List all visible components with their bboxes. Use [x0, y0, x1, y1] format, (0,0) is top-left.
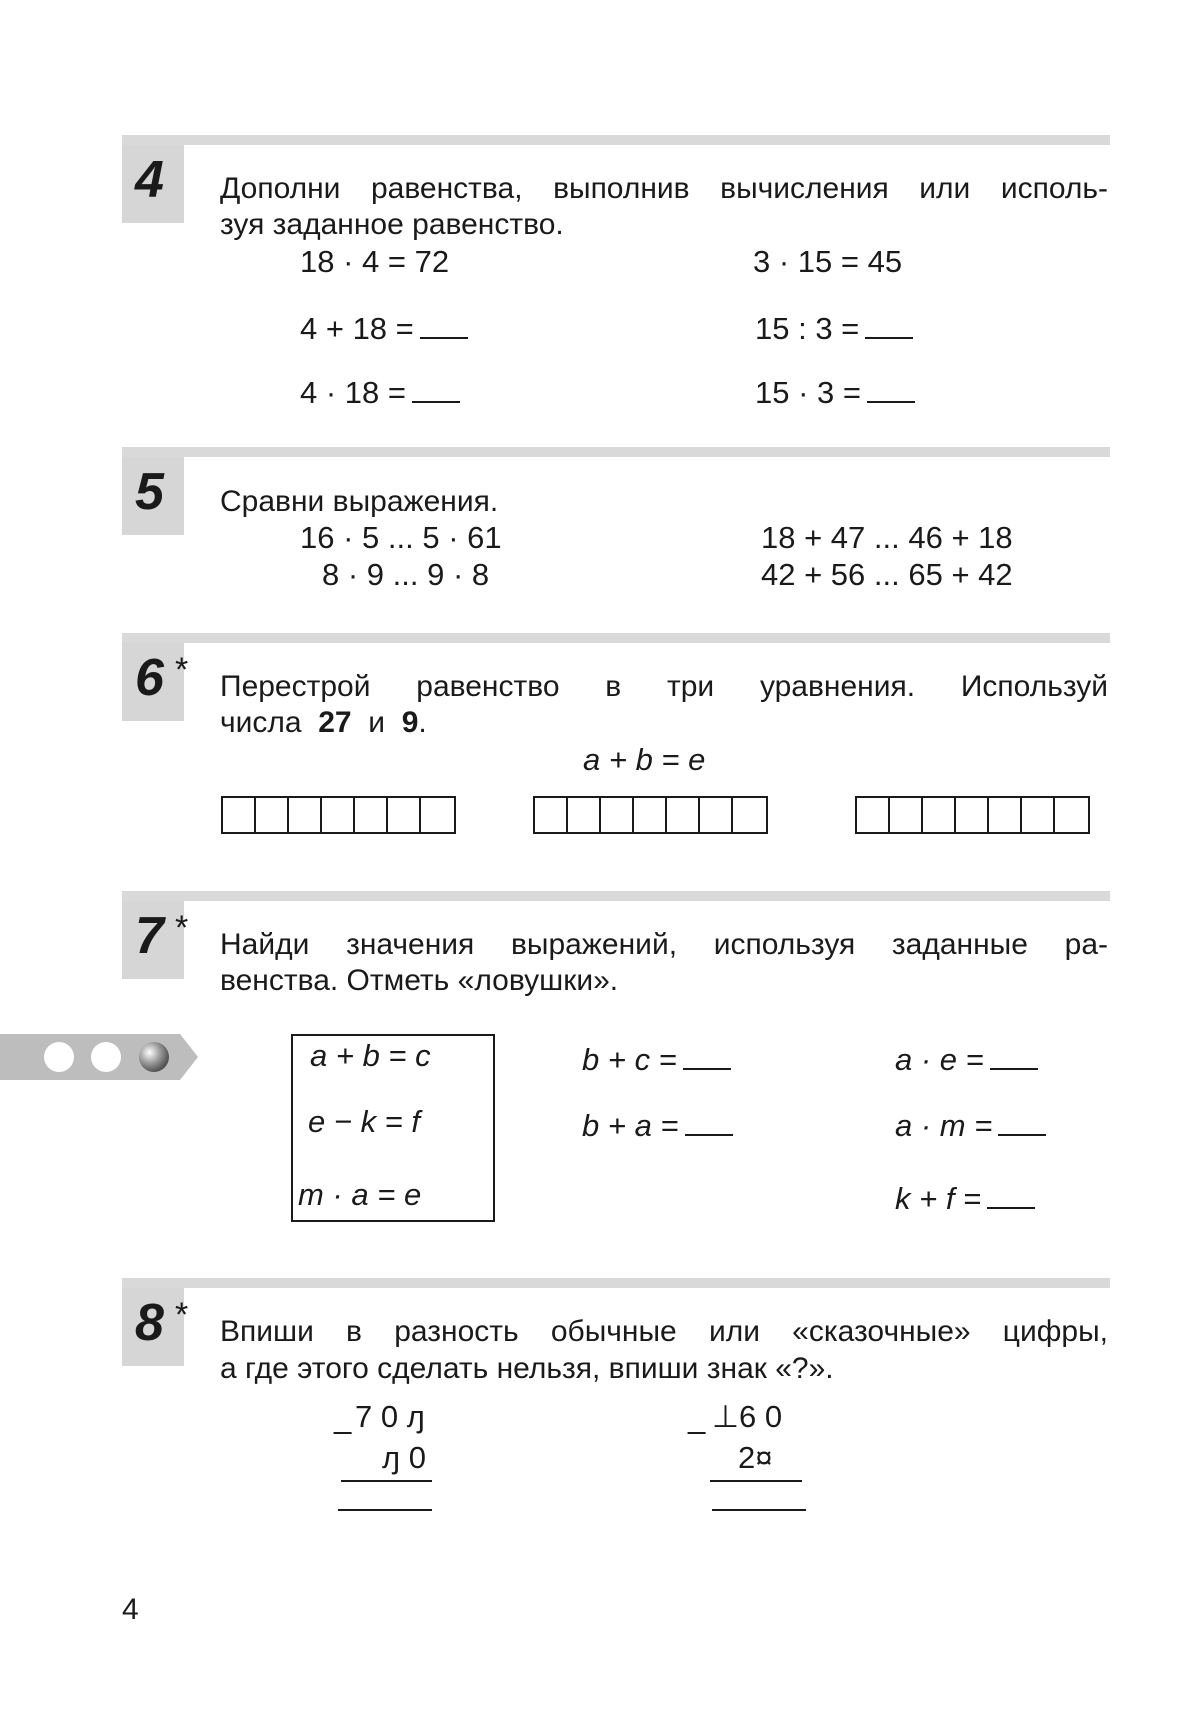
- task-4-instruction-line1: Дополни равенства, выполнив вычисления или исполь-: [220, 172, 1108, 205]
- task-4-eq-right-1: [755, 307, 913, 347]
- eq-text: a · m =: [895, 1108, 993, 1143]
- answer-grid-3[interactable]: [855, 796, 1090, 834]
- given-eq-2: e − k = f: [308, 1104, 421, 1139]
- subtraction-1-minuend: 7 0 ԓ: [355, 1399, 425, 1434]
- text: .: [418, 706, 427, 739]
- task-4-eq-left-1: [300, 307, 468, 347]
- subtraction-2-subtrahend: 2¤: [738, 1440, 773, 1475]
- eq-text: b + c =: [582, 1042, 677, 1077]
- grid-cell[interactable]: [535, 798, 568, 832]
- number-9: 9: [401, 706, 419, 739]
- grid-cell[interactable]: [421, 798, 454, 832]
- grid-cell[interactable]: [989, 798, 1022, 832]
- task-8-instruction-line2: а где этого сделать нельзя, впиши знак «?».: [220, 1352, 834, 1385]
- task-4-divider: [122, 135, 1110, 145]
- eq-text: 15 · 3 =: [755, 375, 861, 410]
- number-27: 27: [318, 706, 352, 739]
- given-eq-1: a + b = c: [310, 1038, 431, 1073]
- grid-cell[interactable]: [355, 798, 388, 832]
- grid-cell[interactable]: [923, 798, 956, 832]
- grid-cell[interactable]: [289, 798, 322, 832]
- subtraction-2-minuend: ⊥6 0: [712, 1399, 783, 1434]
- task-6-divider: [122, 633, 1110, 643]
- level-dot-empty: [91, 1042, 121, 1072]
- task-4-number: 4: [135, 151, 164, 209]
- task-6-instruction-line2: [220, 705, 427, 741]
- grid-cell[interactable]: [890, 798, 923, 832]
- grid-cell[interactable]: [256, 798, 289, 832]
- task-5-right-row-2: 42 + 56 ... 65 + 42: [761, 557, 1013, 592]
- task-7-mid-eq-2: [582, 1104, 733, 1144]
- task-7-number: 7: [135, 907, 164, 965]
- task-4-eq-right-2: [755, 371, 915, 411]
- task-4-instruction-line2: зуя заданное равенство.: [220, 208, 564, 241]
- subtraction-2-line: [710, 1480, 802, 1482]
- task-6-instruction-line1: Перестрой равенство в три уравнения. Используй: [220, 670, 1108, 703]
- answer-blank[interactable]: [998, 1104, 1046, 1136]
- answer-blank[interactable]: [420, 307, 468, 339]
- eq-text: 4 · 18 =: [300, 375, 406, 410]
- text: числа: [220, 706, 302, 739]
- eq-text: 4 + 18 =: [300, 311, 414, 346]
- level-dot-empty: [44, 1042, 74, 1072]
- subtraction-1-subtrahend: ԓ 0: [382, 1440, 426, 1475]
- eq-text: b + a =: [582, 1108, 679, 1143]
- grid-cell[interactable]: [322, 798, 355, 832]
- text: и: [368, 706, 386, 739]
- task-6-star: *: [175, 651, 189, 689]
- given-eq-3: m · a = e: [298, 1177, 422, 1212]
- level-dot-filled: [139, 1042, 169, 1072]
- task-8-divider: [122, 1278, 1110, 1288]
- task-6-number: 6: [135, 649, 164, 707]
- task-7-star: *: [175, 909, 189, 947]
- task-8-instruction-line1: Впиши в разность обычные или «сказочные» цифры,: [220, 1315, 1108, 1348]
- answer-blank[interactable]: [867, 371, 915, 403]
- task-4-eq-left-2: [300, 371, 460, 411]
- task-4-given-right: 3 · 15 = 45: [753, 244, 903, 279]
- grid-cell[interactable]: [601, 798, 634, 832]
- answer-blank[interactable]: [865, 307, 913, 339]
- answer-blank[interactable]: [987, 1177, 1035, 1209]
- task-6-equation: a + b = e: [583, 742, 706, 777]
- task-7-divider: [122, 891, 1110, 901]
- eq-text: k + f =: [895, 1181, 982, 1216]
- eq-text: 15 : 3 =: [755, 311, 860, 346]
- subtraction-1-line: [341, 1480, 432, 1482]
- grid-cell[interactable]: [857, 798, 890, 832]
- task-4-given-left: 18 · 4 = 72: [300, 244, 450, 279]
- task-7-right-eq-2: [895, 1104, 1046, 1144]
- task-7-instruction-line1: Найди значения выражений, используя заданные ра-: [220, 928, 1108, 961]
- task-5-left-row-1: 16 · 5 ... 5 · 61: [300, 520, 502, 555]
- grid-cell[interactable]: [956, 798, 989, 832]
- grid-cell[interactable]: [733, 798, 766, 832]
- task-5-divider: [122, 447, 1110, 457]
- grid-cell[interactable]: [568, 798, 601, 832]
- subtraction-1-minus: _: [334, 1400, 352, 1435]
- grid-cell[interactable]: [700, 798, 733, 832]
- grid-cell[interactable]: [634, 798, 667, 832]
- answer-grid-1[interactable]: [221, 796, 456, 834]
- answer-blank[interactable]: [683, 1038, 731, 1070]
- task-5-number: 5: [135, 463, 164, 521]
- subtraction-2-minus: _: [688, 1400, 706, 1435]
- task-5-instruction: Сравни выражения.: [220, 485, 499, 518]
- grid-cell[interactable]: [388, 798, 421, 832]
- difficulty-level-icon: [0, 1030, 200, 1084]
- subtraction-1-answer-line[interactable]: [338, 1509, 432, 1511]
- answer-blank[interactable]: [412, 371, 460, 403]
- page-number: 4: [122, 1593, 139, 1626]
- answer-grid-2[interactable]: [533, 796, 768, 834]
- task-7-mid-eq-1: [582, 1038, 731, 1078]
- task-7-right-eq-1: [895, 1038, 1038, 1078]
- answer-blank[interactable]: [685, 1104, 733, 1136]
- grid-cell[interactable]: [1022, 798, 1055, 832]
- task-8-star: *: [175, 1296, 189, 1334]
- grid-cell[interactable]: [667, 798, 700, 832]
- task-5-left-row-2: 8 · 9 ... 9 · 8: [322, 557, 490, 592]
- task-7-right-eq-3: [895, 1177, 1035, 1217]
- grid-cell[interactable]: [1055, 798, 1088, 832]
- grid-cell[interactable]: [223, 798, 256, 832]
- eq-text: a · e =: [895, 1042, 984, 1077]
- task-7-instruction-line2: венства. Отметь «ловушки».: [220, 964, 619, 997]
- task-5-right-row-1: 18 + 47 ... 46 + 18: [761, 520, 1013, 555]
- task-8-number: 8: [135, 1294, 164, 1352]
- subtraction-2-answer-line[interactable]: [712, 1509, 806, 1511]
- answer-blank[interactable]: [990, 1038, 1038, 1070]
